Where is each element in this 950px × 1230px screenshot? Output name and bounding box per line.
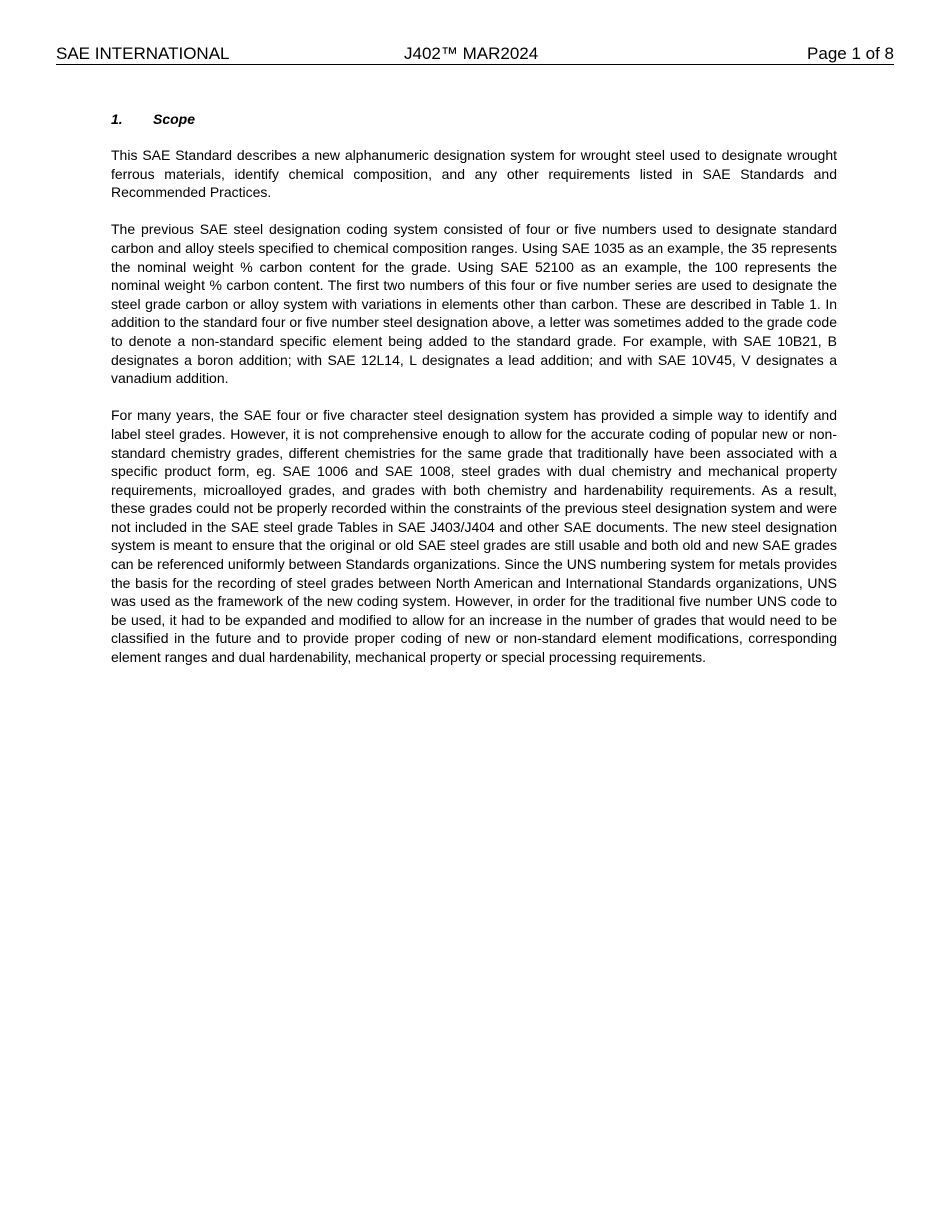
paragraph-new-system: For many years, the SAE four or five character steel designation system has provided a simple way to identify and label steel grades. However, it is not comprehensive enough to allow for the accurate coding of popular new or non-standard chemistry grades, different chemistries for the same grade that traditionally have been associated with a specific product form, eg. SAE 1006 and SAE 1008, steel grades with dual chemistry and mechanical property requirements, microalloyed grades, and grades with both chemistry and hardenability requirements. As a result, these grades could not be properly recorded within the constraints of the previous steel designation system and were not included in the SAE steel grade Tables in SAE J403/J404 and other SAE documents. The new steel designation system is meant to ensure that the original or old SAE steel grades are still usable and both old and new SAE grades can be referenced uniformly between Standards organizations. Since the UNS numbering system for metals provides the basis for the recording of steel grades between North American and International Standards organizations, UNS was used as the framework of the new coding system. However, in order for the traditional five number UNS code to be used, it had to be expanded and modified to allow for an increase in the number of grades that would need to be classified in the future and to provide proper coding of new or non-standard element modifications, corresponding element ranges and dual hardenability, mechanical property or special processing requirements. — [111, 407, 837, 666]
document-body — [111, 110, 837, 685]
paragraph-intro: This SAE Standard describes a new alphanumeric designation system for wrought steel used to designate wrought ferrous materials, identify chemical composition, and any other requirements listed in SAE Standards and Recommended Practices. — [111, 147, 837, 201]
header-organization: SAE INTERNATIONAL — [56, 44, 230, 63]
section-number: 1. — [111, 111, 123, 127]
page-header — [56, 44, 894, 65]
paragraph-previous-system: The previous SAE steel designation coding system consisted of four or five numbers used to designate standard carbon and alloy steels specified to chemical composition ranges. Using SAE 1035 as an example, the 35 represents the nominal weight % carbon content for the grade. Using SAE 52100 as an example, the 100 represents the nominal weight % carbon content. The first two numbers of this four or five number series are used to designate the steel grade carbon or alloy system with variations in elements other than carbon. These are described in Table 1. In addition to the standard four or five number steel designation above, a letter was sometimes added to the grade code to denote a non-standard specific element being added to the standard grade. For example, with SAE 10B21, B designates a boron addition; with SAE 12L14, L designates a lead addition; and with SAE 10V45, V designates a vanadium addition. — [111, 221, 837, 387]
section-title: Scope — [153, 111, 196, 127]
header-page-number: Page 1 of 8 — [807, 44, 894, 63]
section-heading — [111, 110, 837, 128]
header-document-id: J402™ MAR2024 — [404, 44, 539, 63]
